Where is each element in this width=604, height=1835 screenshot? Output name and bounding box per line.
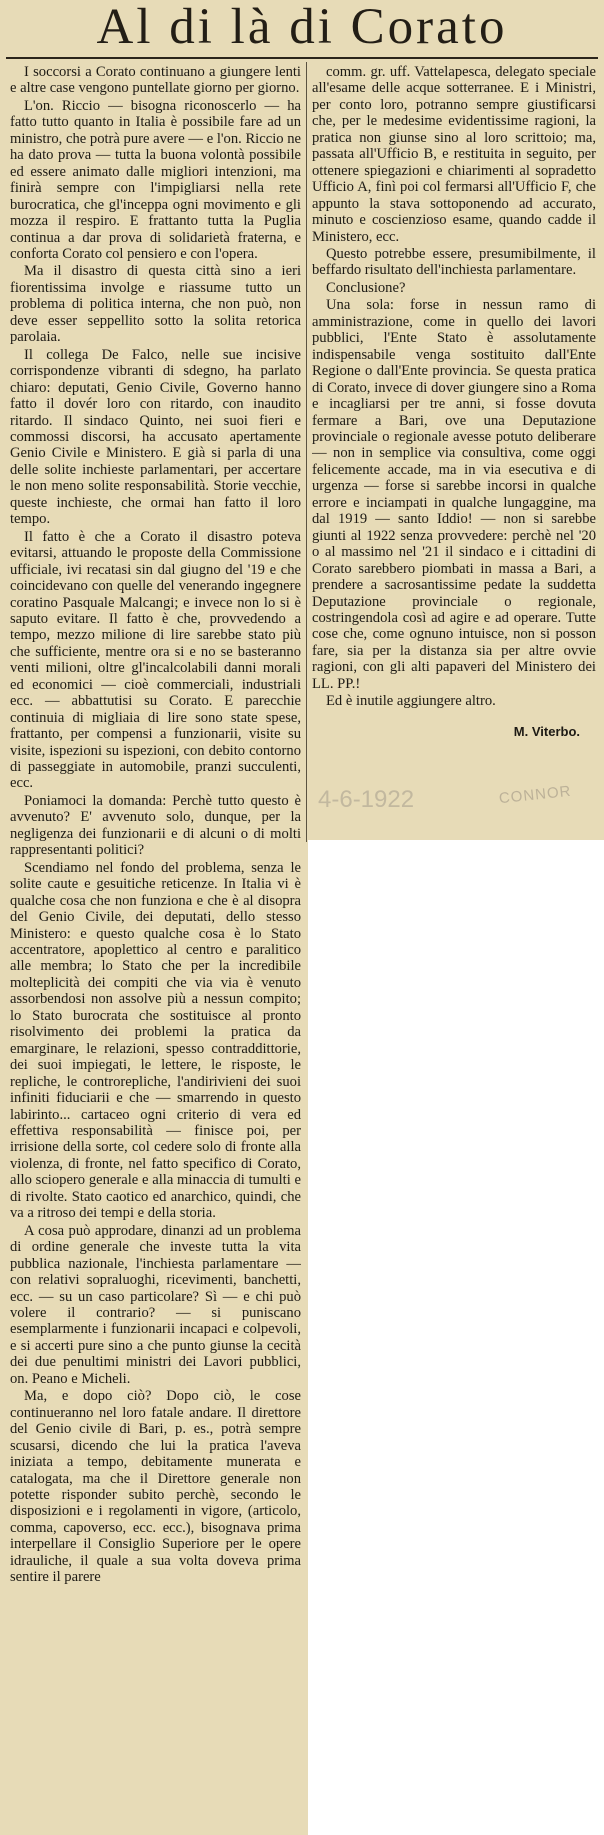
- paragraph: Ma, e dopo ciò? Dopo ciò, le cose continueranno nel loro fatale andare. Il direttore del Genio civile di Bari, p. es., potrà sempre scusarsi, dicendo che lui la pratica l'aveva iniziata a tempo, debitamente munerata e catalogata, ma che il Direttore generale non potette risponder subito perchè, secondo le disposizioni e i regolamenti in vigore, (articolo, comma, capoverso, ecc. ecc.), bisognava prima interpellare il Consiglio Superiore per le opere idrauliche, il quale a sua volta doveva prima sentire il parere: [10, 1388, 301, 1586]
- paragraph: Conclusione?: [326, 279, 406, 296]
- paragraph: Il fatto è che a Corato il disastro poteva evitarsi, attuando le proposte della Commissione ufficiale, ivi recatasi sin dal giugno del '19 e che coincidevano con quelle del venerando ingegnere coratino Pasquale Malcangi; e invece non lo si è saputo evitare. Il fatto è che, provvedendo a tempo, mezzo milione di lire sarebbe stato più che sufficiente, mentre ora si e no se basteranno venti milioni, oltre gl'incalcolabili danni morali ed economici — cioè commerciali, industriali ecc. — abbattutisi su Corato. E parecchie continuia di migliaia di lire sono state spese, frattanto, per compensi a funzionarii, visite su visite, ispezioni su ispezioni, con debito contorno di passeggiate in automobile, pranzi succulenti, ecc.: [10, 528, 301, 792]
- paragraph: L'on. Riccio — bisogna riconoscerlo — ha fatto tutto quanto in Italia è possibile fare ad un ministro, che potrà pure avere — e l'on. Riccio ne ha dato prova — tutta la buona volontà possibile ed essere animato dalle migliori intenzioni, ma finirà sempre con l'impigliarsi nella rete burocratica, che gl'inceppa ogni movimento e gli mozza il respiro. E frattanto tutta la Puglia continua a dar prova di solidarietà fraterna, e conforta Corato col pensiero e con l'opera.: [10, 97, 301, 262]
- headline-rule: [6, 57, 598, 59]
- paragraph: Una sola: forse in nessun ramo di amministrazione, come in quello dei lavori pubblici, l'Ente Stato è assolutamente indispensabile venga sostituito dall'Ente Regione o dall'Ente provincia. Se questa pratica di Corato, invece di dover giungere sino a Roma e incagliarsi per tre anni, si fosse dovuta fermare a Bari, ove una Deputazione provinciale o regionale avesse potuto deliberare — non in semplice via consultiva, come oggi felicemente accade, ma in via esecutiva e di urgenza — forse si sarebbe incorsi in qualche errore e inciampati in qualche lungaggine, ma dal 1919 — santo Iddio! — non si sarebbe giunti al 1922 senza provvedere: perchè nel '20 o al massimo nel '21 il sindaco e i cittadini di Corato sarebbero piombati in massa a Bari, a prendere a sacrosantissime pedate la suddetta Deputazione provinciale o regionale, costringendola così ad agire e ad operare. Tutte cose che, come ognuno intuisce, non si posson fare, sia per la distanza sia per altre ovvie ragioni, con gli alti papaveri del Ministero dei LL. PP.!: [312, 297, 596, 692]
- paragraph: Ed è inutile aggiungere altro.: [326, 693, 496, 710]
- right-column: [312, 64, 596, 834]
- paragraph: comm. gr. uff. Vattelapesca, delegato speciale all'esame delle acque sotterranee. E i Ministri, per conto loro, potranno sempre giustificarsi che, per le medesime evidentissime ragioni, la pratica non giunse sino al loro scrittoio; ma, passata all'Ufficio B, e restituita in seguito, per ottenere spiegazioni e chiarimenti al sopradetto Ufficio A, finì poi col fermarsi all'Ufficio F, che appunto la stava sottoponendo ad accurato, minuto e coscienzioso esame, quando cadde il Ministero, ecc.: [312, 64, 596, 245]
- paragraph: Il collega De Falco, nelle sue incisive corrispondenze vibranti di sdegno, ha parlato chiaro: deputati, Genio Civile, Governo hanno fatto il dovér loro con ritardo, con inaudito ritardo. Il sindaco Quinto, nei suoi fieri e commossi discorsi, ha accusato apertamente Genio Civile e Ministero. E già si parla di una delle solite inchieste parlamentari, per accertare le non meno solite responsabilità. Storie vecchie, queste inchieste, che ormai han fatto il loro tempo.: [10, 346, 301, 528]
- archive-stamp: CONNOR: [498, 782, 573, 808]
- paragraph: I soccorsi a Corato continuano a giungere lenti e altre case vengono puntellate giorno per giorno.: [10, 64, 301, 97]
- paragraph: A cosa può approdare, dinanzi ad un problema di ordine generale che investe tutta la vita pubblica nazionale, l'inchiesta parlamentare — con relativi sopraluoghi, ricevimenti, banchetti, ecc. — su un caso particolare? Sì — e chi può volere il contrario? — si puniscano esemplarmente i funzionarii incapaci e colpevoli, e si accerti pure sino a che punto giunse la cecità dei due penultimi ministri dei Lavori pubblici, on. Peano e Micheli.: [10, 1222, 301, 1387]
- paragraph: Ma il disastro di questa città sino a ieri fiorentissima involge e riassume tutto un problema di politica interna, che non può, non deve esser seppellito sotto la solita retorica parolaia.: [10, 263, 301, 346]
- column-divider: [306, 62, 307, 842]
- left-column: [10, 64, 301, 1832]
- paragraph: Scendiamo nel fondo del problema, senza le solite caute e gesuitiche reticenze. In Italia vi è qualche cosa che non funziona e che è al disopra del Genio Civile, dei deputati, dello stesso Ministero: e questo qualche cosa è lo Stato accentratore, apoplettico al centro e paralitico alle membra; lo Stato che per la incredibile molteplicità dei compiti che via via è venuto assorbendosi non assolve più a nessun compito; lo Stato burocrata che sostituisce al pronto risolvimento dei problemi la pratica da emarginare, le relazioni, spesso contraddittorie, dei suoi impiegati, le lettere, le risposte, le repliche, le controrepliche, l'andirivieni dei suoi infiniti fiduciarii e che — smarrendo in questo labirinto... cartaceo ogni criterio di vera ed effettiva responsabilità — finisce poi, per irrisione della sorte, col cedere solo di fronte alla violenza, di fronte, nel fatto specifico di Corato, allo sciopero generale e alla minaccia di tumulti e di rivolte. Stato caotico ed anarchico, quindi, che va a ritroso dei tempi e della storia.: [10, 859, 301, 1222]
- author-signature: M. Viterbo.: [513, 723, 580, 739]
- handwritten-date: 4-6-1922: [318, 786, 415, 813]
- article-headline: Al di là di Corato: [96, 0, 508, 54]
- paragraph: Poniamoci la domanda: Perchè tutto questo è avvenuto? E' avvenuto solo, dunque, per la negligenza dei funzionarii e di alcuni o di molti rappresentanti politici?: [10, 792, 301, 859]
- paragraph: Questo potrebbe essere, presumibilmente, il beffardo risultato dell'inchiesta parlamentare.: [312, 245, 596, 279]
